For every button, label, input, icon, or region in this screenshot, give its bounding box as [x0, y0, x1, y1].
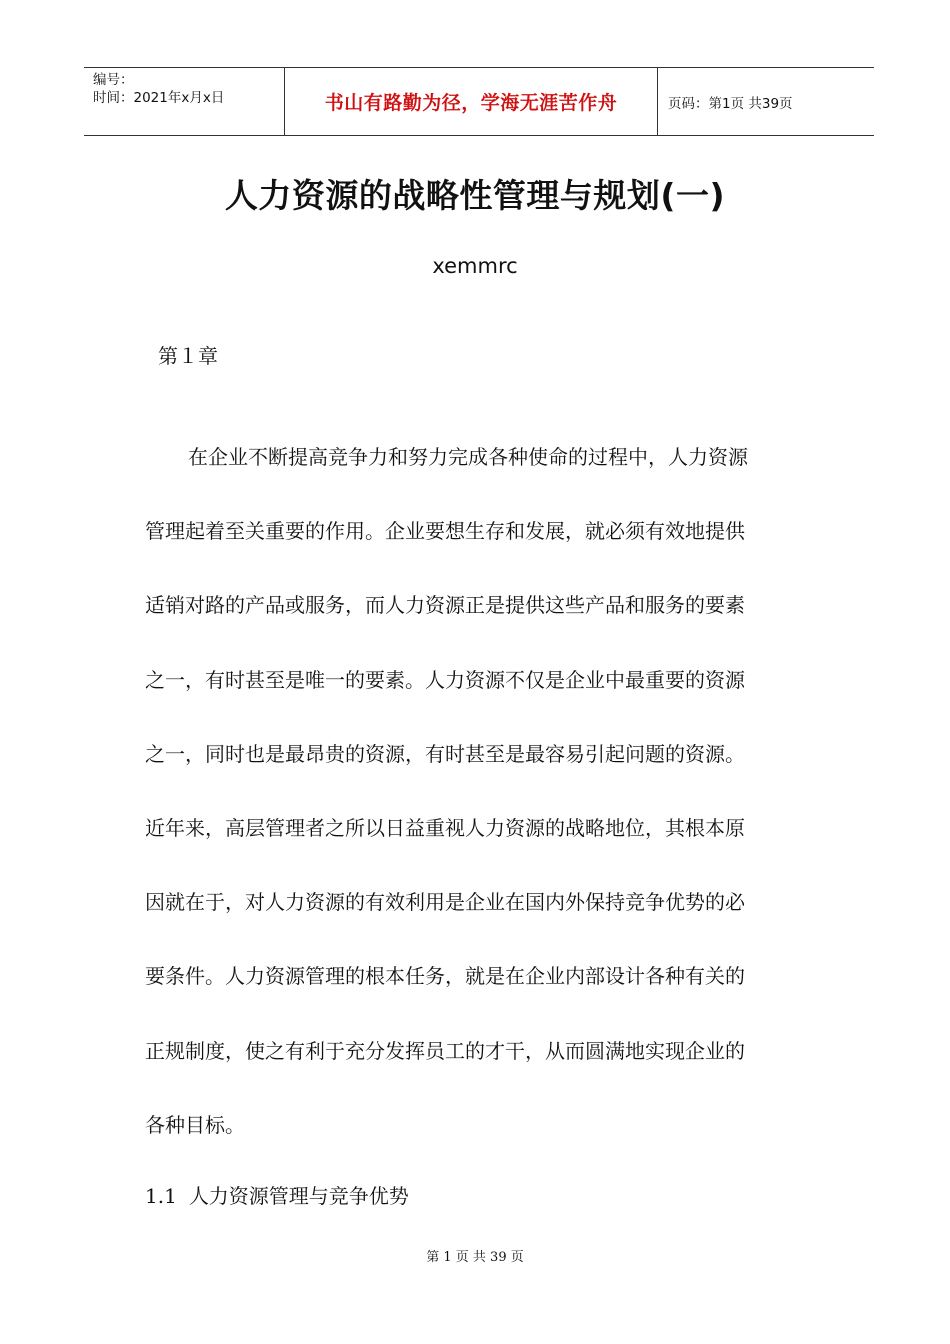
document-title: 人力资源的战略性管理与规划(一) [224, 176, 726, 215]
header-motto-cell [285, 68, 658, 135]
paragraph-line: 管理起着至关重要的作用。企业要想生存和发展，就必须有效地提供 [145, 519, 745, 544]
header-page-info: 页码：第1页 共39页 [668, 95, 793, 112]
header-page-info-cell [658, 68, 874, 135]
paragraph-line: 适销对路的产品或服务，而人力资源正是提供这些产品和服务的要素 [145, 593, 745, 618]
body-paragraph [145, 420, 817, 1162]
header-motto: 书山有路勤为径，学海无涯苦作舟 [324, 92, 618, 114]
document-number-label: 编号： [93, 72, 134, 88]
chapter-heading: 第１章 [158, 344, 218, 368]
section-title: 人力资源管理与竞争优势 [188, 1184, 409, 1208]
document-author: xemmrc [432, 254, 518, 278]
page-footer: 第 1 页 共 39 页 [426, 1250, 524, 1265]
paragraph-line: 正规制度，使之有利于充分发挥员工的才干，从而圆满地实现企业的 [145, 1038, 745, 1063]
paragraph-line: 各种目标。 [145, 1112, 245, 1137]
paragraph-line: 因就在于，对人力资源的有效利用是企业在国内外保持竞争优势的必 [145, 890, 745, 915]
page-header [84, 67, 874, 136]
section-number: 1.1 [145, 1184, 177, 1208]
header-meta [84, 68, 285, 135]
paragraph-line: 近年来，高层管理者之所以日益重视人力资源的战略地位，其根本原 [145, 816, 745, 841]
paragraph-line: 之一，同时也是最昂贵的资源，有时甚至是最容易引起问题的资源。 [145, 741, 745, 766]
paragraph-line: 之一，有时甚至是唯一的要素。人力资源不仅是企业中最重要的资源 [145, 667, 745, 692]
document-date: 时间：2021年x月x日 [93, 90, 225, 106]
paragraph-line: 在企业不断提高竞争力和努力完成各种使命的过程中，人力资源 [188, 445, 748, 469]
section-heading [145, 1180, 409, 1209]
paragraph-line: 要条件。人力资源管理的根本任务，就是在企业内部设计各种有关的 [145, 964, 745, 989]
